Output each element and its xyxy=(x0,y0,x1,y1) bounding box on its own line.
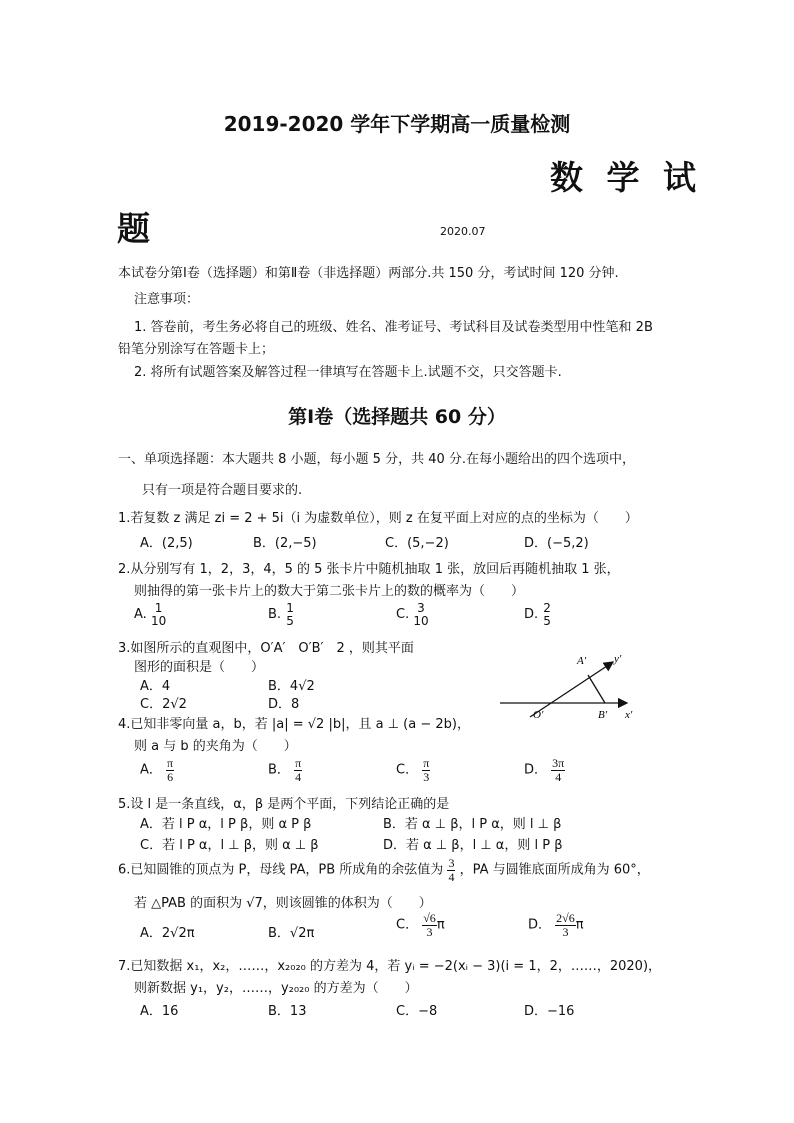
fraction-numerator: π xyxy=(167,756,174,770)
question-3-stem-cont: 图形的面积是（ ） xyxy=(134,660,265,675)
fraction-denominator: 3 xyxy=(423,769,430,784)
question-5-option-d: D．若 α ⊥ β，l ⊥ α，则 l P β xyxy=(383,838,563,853)
question-6-option-c xyxy=(396,912,445,938)
question-2-option-b xyxy=(268,602,295,627)
question-5-option-a: A．若 l P α，l P β，则 α P β xyxy=(140,817,312,832)
question-7-stem: 7.已知数据 x₁，x₂，……，x₂₀₂₀ 的方差为 4，若 yᵢ = −2(xᵢ − 3)(i = 1，2，……，2020)， xyxy=(118,959,662,974)
question-1-option-c: C．(5,−2) xyxy=(385,536,449,551)
question-7-stem-cont: 则新数据 y₁，y₂，……，y₂₀₂₀ 的方差为（ ） xyxy=(134,981,418,996)
fraction-numerator: 3 xyxy=(448,856,455,870)
fraction-denominator: 3 xyxy=(562,924,569,939)
question-3-stem: 3.如图所示的直观图中，O′A′ O′B′ 2 ，则其平面 xyxy=(118,641,414,656)
question-1-option-d: D．(−5,2) xyxy=(524,536,589,551)
fraction-numerator: √6 xyxy=(423,911,436,925)
fraction-denominator: 3 xyxy=(426,924,433,939)
intro-text: 本试卷分第Ⅰ卷（选择题）和第Ⅱ卷（非选择题）两部分.共 150 分，考试时间 120 分钟. xyxy=(118,266,619,281)
question-1-option-b: B．(2,−5) xyxy=(253,536,317,551)
question-3-option-c: C．2√2 xyxy=(140,697,187,712)
question-6-option-b: B．√2π xyxy=(268,926,315,941)
pi-symbol: π xyxy=(575,917,584,933)
fraction-numerator: 1 xyxy=(154,601,163,615)
fraction-denominator: 4 xyxy=(295,769,302,784)
option-label: A. xyxy=(134,607,147,623)
question-6-stem-part: 6.已知圆锥的顶点为 P，母线 PA，PB 所成角的余弦值为 xyxy=(118,862,444,878)
question-6-option-a: A．2√2π xyxy=(140,926,195,941)
label-y-prime: y′ xyxy=(614,653,622,665)
option-label: C． xyxy=(396,917,419,933)
subject-title-cont: 题 xyxy=(117,209,150,248)
question-7-option-b: B．13 xyxy=(268,1004,307,1019)
label-a-prime: A′ xyxy=(577,655,587,667)
fraction-denominator: 10 xyxy=(150,613,167,628)
question-7-option-c: C．−8 xyxy=(396,1004,438,1019)
fraction-numerator: 1 xyxy=(286,601,294,615)
fraction-denominator: 4 xyxy=(448,869,455,884)
section-title: 第Ⅰ卷（选择题共 60 分） xyxy=(288,406,506,428)
question-4-option-c xyxy=(396,757,430,783)
question-5-option-c: C．若 l P α，l ⊥ β，则 α ⊥ β xyxy=(140,838,319,853)
notes-item-2: 2. 将所有试题答案及解答过程一律填写在答题卡上.试题不交，只交答题卡. xyxy=(134,365,562,380)
question-5-stem: 5.设 l 是一条直线，α，β 是两个平面，下列结论正确的是 xyxy=(118,797,450,812)
question-4-stem-cont: 则 a 与 b 的夹角为（ ） xyxy=(134,739,297,754)
segment-a-b xyxy=(588,675,605,703)
question-7-option-d: D．−16 xyxy=(524,1004,575,1019)
option-label: C. xyxy=(396,607,410,623)
fraction-numerator: 2 xyxy=(543,601,551,615)
question-3-option-b: B．4√2 xyxy=(268,679,315,694)
label-x-prime: x′ xyxy=(625,709,633,721)
option-label: D． xyxy=(524,762,548,778)
question-5-option-b: B．若 α ⊥ β，l P α，则 l ⊥ β xyxy=(383,817,562,832)
fraction-numerator: 3π xyxy=(552,756,565,770)
question-4-option-b xyxy=(268,757,302,783)
question-6-option-d xyxy=(528,912,584,938)
question-2-option-d xyxy=(524,602,552,627)
option-label: B. xyxy=(268,607,282,623)
question-6-stem-cont: 若 △PAB 的面积为 √7，则该圆锥的体积为（ ） xyxy=(134,896,432,911)
subject-title: 数 学 试 xyxy=(550,158,702,197)
option-label: D． xyxy=(528,917,552,933)
fraction-numerator: 2√6 xyxy=(556,911,575,925)
question-1-stem: 1.若复数 z 满足 zi = 2 + 5i（i 为虚数单位），则 z 在复平面上对应的点的坐标为（ ） xyxy=(118,511,638,526)
option-label: C． xyxy=(396,762,419,778)
notes-item-1: 1. 答卷前，考生务必将自己的班级、姓名、准考证号、考试科目及试卷类型用中性笔和 2B xyxy=(134,320,653,335)
fraction-denominator: 6 xyxy=(167,769,174,784)
fraction-numerator: π xyxy=(295,756,302,770)
fraction-denominator: 5 xyxy=(286,613,294,628)
section-instruction-cont: 只有一项是符合题目要求的. xyxy=(142,483,303,498)
exam-date: 2020.07 xyxy=(440,225,486,238)
label-b-prime: B′ xyxy=(598,709,608,721)
question-2-stem: 2.从分别写有 1，2，3，4，5 的 5 张卡片中随机抽取 1 张，放回后再随机抽取 1 张， xyxy=(118,562,620,577)
question-2-option-c xyxy=(396,602,429,627)
option-label: D. xyxy=(524,607,539,623)
section-instruction: 一、单项选择题：本大题共 8 小题，每小题 5 分，共 40 分.在每小题给出的四个选项中， xyxy=(118,452,636,467)
oblique-projection-figure xyxy=(495,650,645,730)
notes-item-1-cont: 铅笔分别涂写在答题卡上； xyxy=(118,342,275,357)
question-6-stem xyxy=(118,857,650,883)
question-4-stem: 4.已知非零向量 a，b，若 |a| = √2 |b|，且 a ⊥ (a − 2b)， xyxy=(118,717,470,732)
fraction-denominator: 10 xyxy=(413,613,429,628)
question-3-option-d: D．8 xyxy=(268,697,300,712)
question-6-stem-part: ，PA 与圆锥底面所成角为 60°， xyxy=(459,862,650,878)
question-1-option-a: A．(2,5) xyxy=(140,536,193,551)
question-2-option-a xyxy=(134,602,166,627)
fraction-numerator: 3 xyxy=(417,601,425,615)
question-7-option-a: A．16 xyxy=(140,1004,179,1019)
label-o-prime: O′ xyxy=(533,709,544,721)
fraction-denominator: 4 xyxy=(555,769,562,784)
question-3-option-a: A．4 xyxy=(140,679,171,694)
fraction-numerator: π xyxy=(423,756,430,770)
option-label: A． xyxy=(140,762,162,778)
pi-symbol: π xyxy=(436,917,445,933)
question-4-option-d xyxy=(524,757,565,783)
exam-title: 2019-2020 学年下学期高一质量检测 xyxy=(223,112,571,136)
fraction-denominator: 5 xyxy=(543,613,551,628)
option-label: B． xyxy=(268,762,290,778)
notes-heading: 注意事项： xyxy=(134,292,200,307)
question-2-stem-cont: 则抽得的第一张卡片上的数大于第二张卡片上的数的概率为（ ） xyxy=(134,584,525,599)
question-4-option-a xyxy=(140,757,174,783)
